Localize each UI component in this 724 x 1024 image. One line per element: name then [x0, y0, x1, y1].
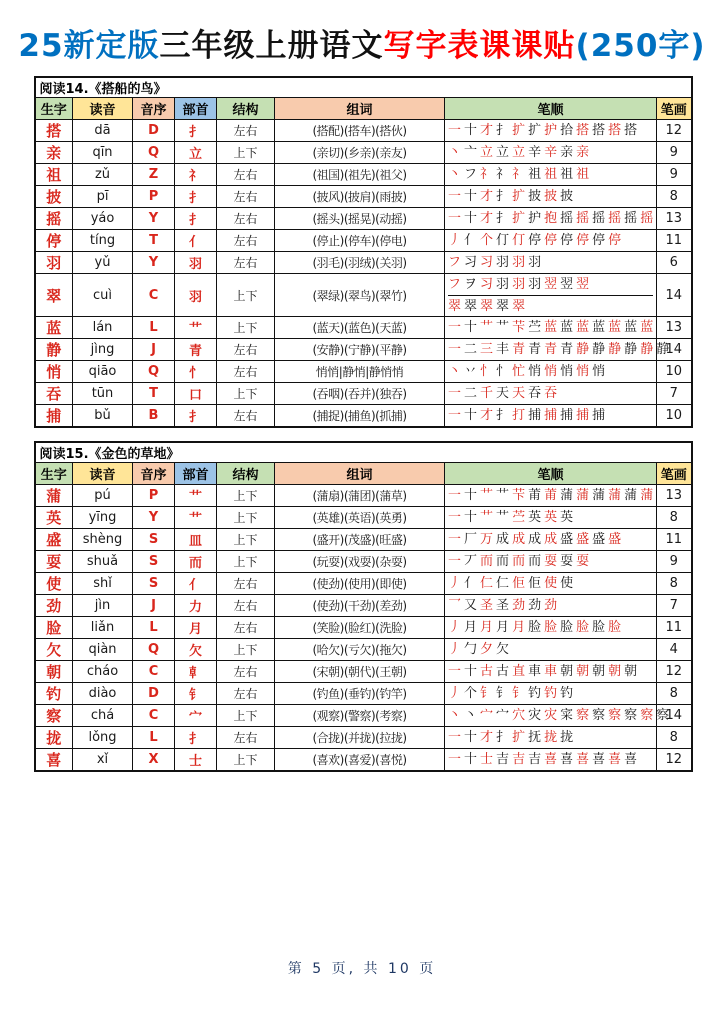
- table-row: [35, 661, 692, 683]
- cell-initial: T: [133, 230, 175, 252]
- cell-words: (摇头)(摇晃)(动摇): [275, 208, 445, 230]
- column-header-count: 笔画: [657, 463, 692, 485]
- cell-words: (喜欢)(喜爱)(喜悦): [275, 749, 445, 772]
- table-row: [35, 405, 692, 428]
- cell-count: 6: [657, 252, 692, 274]
- stroke-order-line: 翠 翠 翠 翠 翠: [448, 295, 653, 316]
- stroke-order-line: 一 十 才 扌 扩 披 披 披: [448, 189, 574, 204]
- cell-count: 8: [657, 573, 692, 595]
- cell-pinyin: shuǎ: [73, 551, 133, 573]
- title-worksheet-name: 写字表课课贴: [383, 28, 576, 64]
- cell-initial: Q: [133, 361, 175, 383]
- cell-char: 喜: [35, 749, 73, 772]
- table-row: [35, 361, 692, 383]
- cell-words: (宋朝)(朝代)(王朝): [275, 661, 445, 683]
- cell-structure: 上下: [217, 142, 275, 164]
- table-row: [35, 595, 692, 617]
- cell-structure: 左右: [217, 208, 275, 230]
- column-header-structure: 结构: [217, 98, 275, 120]
- cell-initial: Y: [133, 507, 175, 529]
- cell-words: (使劲)(使用)(即使): [275, 573, 445, 595]
- cell-structure: 上下: [217, 551, 275, 573]
- cell-initial: C: [133, 705, 175, 727]
- cell-structure: 上下: [217, 274, 275, 317]
- cell-count: 12: [657, 120, 692, 142]
- cell-strokes: [445, 683, 657, 705]
- column-header-radical: 部首: [175, 463, 217, 485]
- cell-pinyin: cháo: [73, 661, 133, 683]
- cell-radical: 钅: [175, 683, 217, 705]
- column-header-strokes: 笔顺: [445, 98, 657, 120]
- cell-char: 盛: [35, 529, 73, 551]
- cell-words: (蒲扇)(蒲团)(蒲草): [275, 485, 445, 507]
- cell-pinyin: jìn: [73, 595, 133, 617]
- lesson-14-table: [34, 76, 691, 428]
- cell-radical: 龺: [175, 661, 217, 683]
- cell-char: 披: [35, 186, 73, 208]
- cell-count: 7: [657, 383, 692, 405]
- stroke-order-line: 丶 丶 宀 宀 穴 灾 灾 寀 察 察 察 察 察 察: [448, 708, 670, 723]
- cell-strokes: [445, 573, 657, 595]
- cell-radical: 羽: [175, 274, 217, 317]
- cell-radical: 艹: [175, 485, 217, 507]
- cell-words: (使劲)(干劲)(差劲): [275, 595, 445, 617]
- table-row: [35, 705, 692, 727]
- table-row: [35, 573, 692, 595]
- cell-char: 翠: [35, 274, 73, 317]
- cell-initial: S: [133, 551, 175, 573]
- cell-pinyin: shǐ: [73, 573, 133, 595]
- cell-words: (捕捉)(捕鱼)(抓捕): [275, 405, 445, 428]
- table-row: [35, 274, 692, 317]
- cell-radical: 扌: [175, 727, 217, 749]
- cell-strokes: [445, 705, 670, 727]
- stroke-order-line: 丿 个 钅 钅 钅 钓 钓 钓: [448, 686, 574, 701]
- cell-radical: 艹: [175, 507, 217, 529]
- table-row: [35, 485, 692, 507]
- cell-initial: Y: [133, 208, 175, 230]
- stroke-order-line: 一 厂 万 成 成 成 成 盛 盛 盛 盛: [448, 532, 622, 547]
- table-row: [35, 186, 692, 208]
- cell-radical: 月: [175, 617, 217, 639]
- stroke-order-line: 一 二 三 丰 青 青 青 青 静 静 静 静 静 静: [448, 342, 670, 357]
- table-caption: 阅读15.《金色的草地》: [35, 442, 692, 463]
- cell-pinyin: qiāo: [73, 361, 133, 383]
- column-header-count: 笔画: [657, 98, 692, 120]
- cell-char: 摇: [35, 208, 73, 230]
- cell-words: (观察)(警察)(考察): [275, 705, 445, 727]
- header-row: [35, 463, 692, 485]
- cell-structure: 左右: [217, 164, 275, 186]
- cell-pinyin: xǐ: [73, 749, 133, 772]
- cell-radical: 欠: [175, 639, 217, 661]
- column-header-char: 生字: [35, 463, 73, 485]
- page-number: 第 5 页, 共 10 页: [287, 961, 437, 977]
- cell-structure: 左右: [217, 727, 275, 749]
- cell-count: 9: [657, 142, 692, 164]
- cell-strokes: [445, 529, 657, 551]
- cell-initial: L: [133, 617, 175, 639]
- cell-structure: 上下: [217, 317, 275, 339]
- cell-count: 10: [657, 361, 692, 383]
- cell-structure: 左右: [217, 683, 275, 705]
- cell-structure: 上下: [217, 529, 275, 551]
- cell-char: 停: [35, 230, 73, 252]
- stroke-order-line: 一 十 艹 艹 芐 莆 莆 蒲 蒲 蒲 蒲 蒲 蒲: [448, 488, 654, 503]
- cell-count: 9: [657, 164, 692, 186]
- cell-structure: 左右: [217, 230, 275, 252]
- stroke-order-line: 一 十 才 扌 扩 护 抱 摇 摇 摇 摇 摇 摇: [448, 211, 654, 226]
- cell-radical: 青: [175, 339, 217, 361]
- cell-structure: 上下: [217, 383, 275, 405]
- cell-structure: 上下: [217, 705, 275, 727]
- stroke-order-line: 丿 勹 夕 欠: [448, 642, 510, 657]
- cell-count: 11: [657, 617, 692, 639]
- cell-words: (搭配)(搭车)(搭伙): [275, 120, 445, 142]
- table-row: [35, 507, 692, 529]
- cell-structure: 左右: [217, 120, 275, 142]
- stroke-order-line: 一 十 才 扌 扩 抚 拢 拢: [448, 730, 574, 745]
- stroke-order-line: 一 二 千 天 天 吞 吞: [448, 386, 558, 401]
- cell-char: 悄: [35, 361, 73, 383]
- cell-count: 14: [657, 339, 692, 361]
- cell-words: (祖国)(祖先)(祖父): [275, 164, 445, 186]
- cell-strokes: [445, 749, 657, 772]
- cell-radical: 而: [175, 551, 217, 573]
- cell-initial: Z: [133, 164, 175, 186]
- cell-count: 13: [657, 485, 692, 507]
- title-char-count: (250字): [575, 28, 706, 64]
- stroke-order-line: 丶 亠 立 立 立 辛 辛 亲 亲: [448, 145, 590, 160]
- cell-radical: 扌: [175, 208, 217, 230]
- cell-initial: Y: [133, 252, 175, 274]
- cell-char: 拢: [35, 727, 73, 749]
- cell-initial: P: [133, 186, 175, 208]
- cell-pinyin: yīng: [73, 507, 133, 529]
- cell-count: 8: [657, 727, 692, 749]
- cell-char: 脸: [35, 617, 73, 639]
- cell-count: 10: [657, 405, 692, 428]
- cell-char: 羽: [35, 252, 73, 274]
- cell-strokes: [445, 727, 657, 749]
- cell-char: 吞: [35, 383, 73, 405]
- cell-strokes: [445, 164, 657, 186]
- cell-words: (笑脸)(脸红)(洗脸): [275, 617, 445, 639]
- cell-pinyin: dā: [73, 120, 133, 142]
- cell-words: (翠绿)(翠鸟)(翠竹): [275, 274, 445, 317]
- column-header-pinyin: 读音: [73, 98, 133, 120]
- table-row: [35, 551, 692, 573]
- cell-radical: 皿: [175, 529, 217, 551]
- cell-words: (英雄)(英语)(英勇): [275, 507, 445, 529]
- cell-strokes: [445, 617, 657, 639]
- cell-structure: 左右: [217, 361, 275, 383]
- cell-char: 朝: [35, 661, 73, 683]
- column-header-strokes: 笔顺: [445, 463, 657, 485]
- cell-initial: P: [133, 485, 175, 507]
- cell-initial: C: [133, 661, 175, 683]
- cell-pinyin: zǔ: [73, 164, 133, 186]
- stroke-order-line: 丶 フ 礻 礻 礻 祖 祖 祖 祖: [448, 167, 590, 182]
- column-header-words: 组词: [275, 463, 445, 485]
- cell-initial: D: [133, 683, 175, 705]
- cell-radical: 亻: [175, 573, 217, 595]
- cell-radical: 羽: [175, 252, 217, 274]
- cell-count: 13: [657, 208, 692, 230]
- stroke-order-line: フ ヲ 习 羽 羽 羽 翌 翌 翌: [448, 277, 590, 292]
- cell-count: 4: [657, 639, 692, 661]
- table-row: [35, 317, 692, 339]
- cell-char: 使: [35, 573, 73, 595]
- cell-pinyin: lǒng: [73, 727, 133, 749]
- cell-strokes: [445, 339, 670, 361]
- page-title: [0, 22, 724, 70]
- cell-initial: B: [133, 405, 175, 428]
- cell-char: 搭: [35, 120, 73, 142]
- cell-words: (羽毛)(羽绒)(关羽): [275, 252, 445, 274]
- cell-words: (玩耍)(戏耍)(杂耍): [275, 551, 445, 573]
- cell-structure: 上下: [217, 485, 275, 507]
- cell-words: (蓝天)(蓝色)(天蓝): [275, 317, 445, 339]
- cell-radical: 立: [175, 142, 217, 164]
- cell-pinyin: yáo: [73, 208, 133, 230]
- cell-structure: 左右: [217, 617, 275, 639]
- cell-strokes: [445, 595, 657, 617]
- stroke-order-line: 一 十 才 扌 打 捕 捕 捕 捕 捕: [448, 408, 606, 423]
- stroke-order-line: 一 十 古 古 直 車 車 朝 朝 朝 朝 朝: [448, 664, 638, 679]
- cell-radical: 礻: [175, 164, 217, 186]
- cell-count: 12: [657, 661, 692, 683]
- cell-pinyin: liǎn: [73, 617, 133, 639]
- stroke-order-line: 丿 亻 仁 仁 佢 佢 使 使: [448, 576, 574, 591]
- table-row: [35, 230, 692, 252]
- title-grade-subject: 三年级上册语文: [159, 28, 384, 64]
- stroke-order-line: 一 十 士 吉 吉 吉 喜 喜 喜 喜 喜 喜: [448, 752, 638, 767]
- cell-initial: L: [133, 727, 175, 749]
- cell-structure: 左右: [217, 186, 275, 208]
- cell-initial: C: [133, 274, 175, 317]
- column-header-pinyin: 读音: [73, 463, 133, 485]
- cell-structure: 左右: [217, 405, 275, 428]
- cell-strokes: [445, 383, 657, 405]
- stroke-order-line: 乛 又 圣 圣 劲 劲 劲: [448, 598, 558, 613]
- stroke-order-line: 丿 亻 个 仃 仃 停 停 停 停 停 停: [448, 233, 622, 248]
- cell-pinyin: chá: [73, 705, 133, 727]
- cell-count: 7: [657, 595, 692, 617]
- cell-initial: T: [133, 383, 175, 405]
- title-edition: 25新定版: [18, 28, 160, 64]
- cell-structure: 左右: [217, 573, 275, 595]
- cell-structure: 左右: [217, 595, 275, 617]
- cell-words: (披风)(披肩)(雨披): [275, 186, 445, 208]
- cell-words: (钓鱼)(垂钓)(钓竿): [275, 683, 445, 705]
- table-row: [35, 727, 692, 749]
- cell-pinyin: yǔ: [73, 252, 133, 274]
- column-header-char: 生字: [35, 98, 73, 120]
- cell-structure: 左右: [217, 339, 275, 361]
- cell-char: 亲: [35, 142, 73, 164]
- cell-count: 13: [657, 317, 692, 339]
- table-caption: 阅读14.《搭船的鸟》: [35, 77, 692, 98]
- cell-words: (盛开)(茂盛)(旺盛): [275, 529, 445, 551]
- stroke-order-line: 一 十 才 扌 扩 扩 护 拾 搭 搭 搭 搭: [448, 123, 638, 138]
- cell-char: 捕: [35, 405, 73, 428]
- cell-words: (安静)(宁静)(平静): [275, 339, 445, 361]
- stroke-order-line: 一 十 艹 艹 苎 英 英 英: [448, 510, 574, 525]
- stroke-order-line: フ 习 习 羽 羽 羽: [448, 255, 542, 270]
- cell-initial: S: [133, 573, 175, 595]
- cell-radical: 宀: [175, 705, 217, 727]
- cell-count: 14: [657, 274, 692, 317]
- cell-strokes: [445, 186, 657, 208]
- cell-pinyin: qiàn: [73, 639, 133, 661]
- cell-strokes: [445, 274, 657, 317]
- cell-initial: Q: [133, 639, 175, 661]
- cell-radical: 扌: [175, 120, 217, 142]
- cell-count: 12: [657, 749, 692, 772]
- cell-pinyin: shèng: [73, 529, 133, 551]
- cell-strokes: [445, 230, 657, 252]
- cell-pinyin: cuì: [73, 274, 133, 317]
- vocab-table: [34, 76, 693, 428]
- cell-words: (吞咽)(吞并)(独吞): [275, 383, 445, 405]
- cell-radical: 扌: [175, 186, 217, 208]
- cell-structure: 上下: [217, 507, 275, 529]
- cell-strokes: [445, 142, 657, 164]
- cell-char: 蓝: [35, 317, 73, 339]
- cell-words: (哈欠)(亏欠)(拖欠): [275, 639, 445, 661]
- column-header-radical: 部首: [175, 98, 217, 120]
- header-row: [35, 98, 692, 120]
- table-row: [35, 142, 692, 164]
- cell-pinyin: tíng: [73, 230, 133, 252]
- cell-radical: 扌: [175, 405, 217, 428]
- cell-strokes: [445, 661, 657, 683]
- cell-pinyin: diào: [73, 683, 133, 705]
- cell-count: 8: [657, 507, 692, 529]
- lesson-15-table: [34, 441, 691, 772]
- cell-structure: 上下: [217, 749, 275, 772]
- cell-words: (停止)(停车)(停电): [275, 230, 445, 252]
- cell-radical: 力: [175, 595, 217, 617]
- cell-structure: 上下: [217, 639, 275, 661]
- column-header-initial: 音序: [133, 98, 175, 120]
- cell-initial: X: [133, 749, 175, 772]
- cell-count: 11: [657, 230, 692, 252]
- cell-strokes: [445, 361, 657, 383]
- cell-radical: 口: [175, 383, 217, 405]
- cell-pinyin: tūn: [73, 383, 133, 405]
- cell-char: 耍: [35, 551, 73, 573]
- table-row: [35, 617, 692, 639]
- cell-pinyin: pú: [73, 485, 133, 507]
- cell-pinyin: lán: [73, 317, 133, 339]
- cell-strokes: [445, 120, 657, 142]
- cell-initial: D: [133, 120, 175, 142]
- vocab-table: [34, 441, 693, 772]
- table-row: [35, 208, 692, 230]
- cell-strokes: [445, 551, 657, 573]
- table-row: [35, 164, 692, 186]
- cell-initial: Q: [133, 142, 175, 164]
- cell-radical: 忄: [175, 361, 217, 383]
- cell-strokes: [445, 485, 657, 507]
- cell-initial: J: [133, 595, 175, 617]
- cell-char: 英: [35, 507, 73, 529]
- cell-words: (亲切)(乡亲)(亲友): [275, 142, 445, 164]
- cell-char: 欠: [35, 639, 73, 661]
- cell-words: 悄悄|静悄|静悄悄: [275, 361, 445, 383]
- cell-initial: S: [133, 529, 175, 551]
- table-row: [35, 252, 692, 274]
- cell-char: 察: [35, 705, 73, 727]
- cell-strokes: [445, 208, 657, 230]
- cell-radical: 士: [175, 749, 217, 772]
- cell-strokes: [445, 507, 657, 529]
- cell-char: 钓: [35, 683, 73, 705]
- cell-char: 静: [35, 339, 73, 361]
- table-row: [35, 749, 692, 772]
- cell-strokes: [445, 317, 657, 339]
- cell-strokes: [445, 405, 657, 428]
- stroke-order-line: 一 十 艹 艹 芐 苎 蓝 蓝 蓝 蓝 蓝 蓝 蓝: [448, 320, 654, 335]
- column-header-initial: 音序: [133, 463, 175, 485]
- cell-pinyin: jìng: [73, 339, 133, 361]
- cell-words: (合拢)(并拢)(拉拢): [275, 727, 445, 749]
- table-row: [35, 339, 692, 361]
- cell-count: 11: [657, 529, 692, 551]
- stroke-order-line: 丶 丷 忄 忄 忙 悄 悄 悄 悄 悄: [448, 364, 606, 379]
- table-row: [35, 639, 692, 661]
- table-row: [35, 529, 692, 551]
- table-row: [35, 683, 692, 705]
- cell-pinyin: qīn: [73, 142, 133, 164]
- stroke-order-line: 丿 月 月 月 月 脸 脸 脸 脸 脸 脸: [448, 620, 622, 635]
- cell-initial: J: [133, 339, 175, 361]
- cell-char: 蒲: [35, 485, 73, 507]
- cell-count: 14: [657, 705, 692, 727]
- cell-strokes: [445, 252, 657, 274]
- cell-pinyin: pī: [73, 186, 133, 208]
- column-header-words: 组词: [275, 98, 445, 120]
- cell-radical: 艹: [175, 317, 217, 339]
- cell-radical: 亻: [175, 230, 217, 252]
- cell-initial: L: [133, 317, 175, 339]
- cell-count: 8: [657, 683, 692, 705]
- cell-count: 8: [657, 186, 692, 208]
- cell-structure: 左右: [217, 661, 275, 683]
- cell-strokes: [445, 639, 657, 661]
- table-row: [35, 120, 692, 142]
- stroke-order-line: 一 丆 而 而 而 而 耍 耍 耍: [448, 554, 590, 569]
- column-header-structure: 结构: [217, 463, 275, 485]
- cell-char: 劲: [35, 595, 73, 617]
- table-row: [35, 383, 692, 405]
- cell-pinyin: bǔ: [73, 405, 133, 428]
- cell-structure: 左右: [217, 252, 275, 274]
- cell-count: 9: [657, 551, 692, 573]
- cell-char: 祖: [35, 164, 73, 186]
